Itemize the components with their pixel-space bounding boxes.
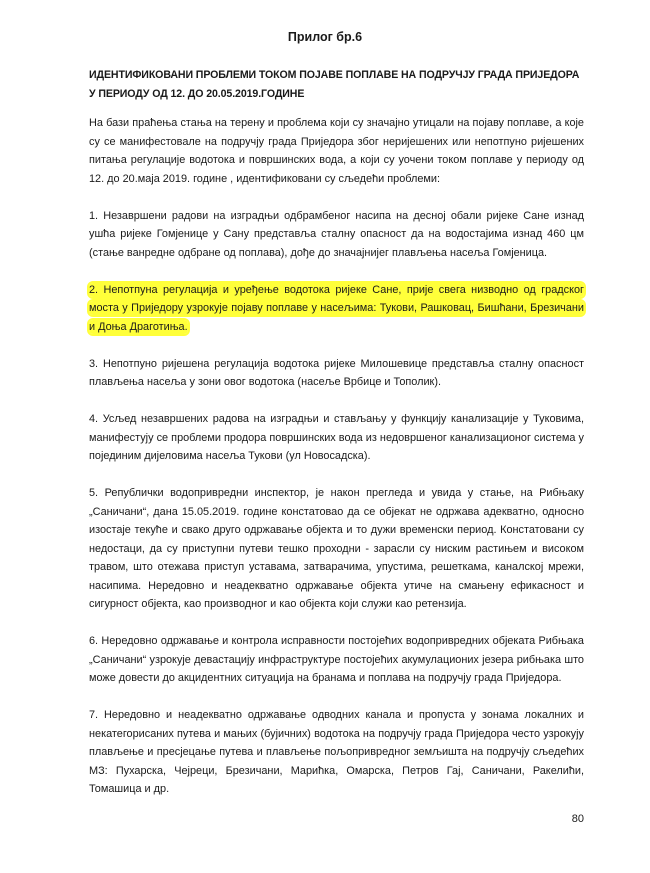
problem-item-6: 6. Нередовно одржавање и контрола исправности постојећих водопривредних објеката Рибњака „Саничани“ узрокује девастацију инфраструктуре постојећих акумулационих језера рибњака што може довести до акцидентних ситуација на бранама и поплава на подручју града Приједора.	[89, 635, 584, 684]
highlighted-text: 2. Непотпуна регулација и уређење водотока ријеке Сане, прије свега низводно од градског моста у Приједору узрокује појаву поплаве у насељима: Тукови, Рашковац, Бишћани, Брезичани и Доња Драготиња.	[89, 283, 584, 333]
problem-item-3: 3. Непотпуно ријешена регулација водотока ријеке Милошевице представља сталну опасност плављења насеља у зони овог водотока (насеље Врбице и Тополик).	[89, 357, 584, 388]
document-body	[89, 114, 584, 817]
attachment-label: Прилог бр.6	[287, 30, 363, 44]
problem-item-1: 1. Незавршени радови на изградњи одбрамбеног насипа на десној обали ријеке Сане изнад ушћа ријеке Гомјенице у Сану представља сталну опасност да на водостајима изнад 460 цм (стање ванредне одбране од поплава), дође до значајнијег плављења насеља Гомјеница.	[89, 209, 584, 259]
problem-item-5: 5. Републички водопривредни инспектор, је након прегледа и увида у стање, на Рибњаку „Саничани“, дана 15.05.2019. године констатовао да се објекат не одржава адекватно, односно изостаје текуће и свако друго одржавање објекта и то дужи временски период. Констатовани су недостаци, да су приступни путеви тешко проходни - зарасли су ниским растињем и високом травом, што отежава приступ уставама, затварачима, упустима, решеткама, каналској мрежи, насипима. Нередовно и неадекватно одржавање објекта утиче на смањену ефикасност и сигурност објекта, као производног и као објекта који служи као ретензија.	[89, 487, 584, 610]
problem-item-4: 4. Усљед незавршених радова на изградњи и стављању у функцију канализације у Туковима, манифестују се проблеми продора површинских вода из недовршеног канализационог система у појединим дијеловима насеља Тукови (ул Новосадска).	[89, 413, 584, 462]
page-number: 80	[571, 813, 584, 825]
problem-item-2	[89, 281, 584, 337]
intro-paragraph: На бази праћења стања на терену и проблема који су значајно утицали на појаву поплаве, а које су се манифестовале на подручју града Приједора због неријешених или непотпуно ријешених питања регулације водотока и површинских вода, а који су уочени током поплаве у периоду од 12. до 20.маја 2019. године , идентификовани су сљедећи проблеми:	[89, 117, 584, 185]
document-title: ИДЕНТИФИКОВАНИ ПРОБЛЕМИ ТОКОМ ПОЈАВЕ ПОПЛАВЕ НА ПОДРУЧЈУ ГРАДА ПРИЈЕДОРА У ПЕРИОДУ ОД 12. ДО 20.05.2019.ГОДИНЕ	[89, 69, 580, 100]
problem-item-7: 7. Нередовно и неадекватно одржавање одводних канала и пропуста у зонама локалних и некатегорисаних путева и мањих (бујичних) водотока на подручју града Приједора често узрокују плављење и пресјецање путева и плављење пољопривредног земљишта на подручју сљедећих МЗ: Пухарска, Чејреци, Брезичани, Марићка, Омарска, Петров Гај, Саничани, Ракелићи, Томашица и др.	[89, 709, 584, 795]
